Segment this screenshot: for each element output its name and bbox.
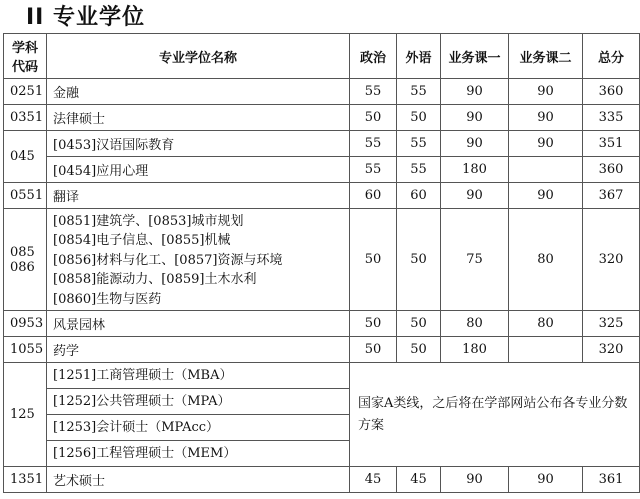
total-cell: 335 (583, 105, 640, 131)
total-cell: 351 (583, 131, 640, 157)
header-total: 总分 (583, 34, 640, 79)
table-row (4, 105, 640, 131)
table-row (4, 363, 640, 467)
total-cell: 320 (583, 337, 640, 363)
foreign-cell: 55 (397, 131, 441, 157)
major-line: [0860]生物与医药 (53, 291, 162, 307)
name-cell: 艺术硕士 (47, 467, 350, 493)
course1-cell: 90 (441, 131, 509, 157)
course1-cell: 80 (441, 311, 509, 337)
header-code: 学科 代码 (4, 34, 47, 79)
politics-cell: 50 (350, 105, 397, 131)
major-line: [0858]能源动力、[0859]土木水利 (53, 272, 257, 288)
table-row (4, 311, 640, 337)
course2-cell: 90 (509, 183, 583, 209)
table-row (4, 337, 640, 363)
header-course1: 业务课一 (441, 34, 509, 79)
total-cell: 360 (583, 157, 640, 183)
header-course2: 业务课二 (509, 34, 583, 79)
name-cell: 法律硕士 (47, 105, 350, 131)
code-cell: 125 (4, 363, 47, 467)
table-row (4, 131, 640, 157)
table-row (4, 79, 640, 105)
name-cell: 翻译 (47, 183, 350, 209)
table-row (4, 183, 640, 209)
politics-cell: 60 (350, 183, 397, 209)
politics-cell: 45 (350, 467, 397, 493)
course2-cell: 90 (509, 79, 583, 105)
code-cell: 0251 (4, 79, 47, 105)
note-cell: 国家A类线，之后将在学部网站公布各专业分数方案 (350, 363, 640, 467)
course2-cell: 90 (509, 131, 583, 157)
course1-cell: 180 (441, 337, 509, 363)
major-line: [0854]电子信息、[0855]机械 (53, 233, 231, 249)
politics-cell: 55 (350, 79, 397, 105)
table-row (4, 467, 640, 493)
major-line: [0851]建筑学、[0853]城市规划 (53, 213, 244, 229)
code-cell: 045 (4, 131, 47, 183)
table-row (4, 157, 640, 183)
foreign-cell: 50 (397, 337, 441, 363)
politics-cell: 50 (350, 337, 397, 363)
total-cell: 360 (583, 79, 640, 105)
politics-cell: 50 (350, 311, 397, 337)
total-cell: 361 (583, 467, 640, 493)
foreign-cell: 45 (397, 467, 441, 493)
course1-cell: 90 (441, 183, 509, 209)
code-cell: 1351 (4, 467, 47, 493)
foreign-cell: 50 (397, 209, 441, 311)
code-cell: 0953 (4, 311, 47, 337)
total-cell: 320 (583, 209, 640, 311)
course1-cell: 90 (441, 79, 509, 105)
section-title: II 专业学位 (26, 5, 146, 30)
course2-cell: 80 (509, 209, 583, 311)
header-foreign: 外语 (397, 34, 441, 79)
header-politics: 政治 (350, 34, 397, 79)
politics-cell: 55 (350, 157, 397, 183)
score-table (3, 33, 640, 493)
total-cell: 367 (583, 183, 640, 209)
code-cell: 1055 (4, 337, 47, 363)
name-cell: [0454]应用心理 (47, 157, 350, 183)
name-cell: 药学 (47, 337, 350, 363)
name-cell: [0453]汉语国际教育 (47, 131, 350, 157)
course1-cell: 75 (441, 209, 509, 311)
foreign-cell: 50 (397, 311, 441, 337)
foreign-cell: 60 (397, 183, 441, 209)
name-cell (47, 209, 350, 311)
total-cell: 325 (583, 311, 640, 337)
header-name: 专业学位名称 (47, 34, 350, 79)
code-cell: 0551 (4, 183, 47, 209)
table-row (4, 209, 640, 311)
politics-cell: 50 (350, 209, 397, 311)
course2-cell (509, 337, 583, 363)
course2-cell: 90 (509, 105, 583, 131)
major-line: [1251]工商管理硕士（MBA） (47, 363, 349, 389)
code-cell: 0351 (4, 105, 47, 131)
course2-cell (509, 157, 583, 183)
course1-cell: 180 (441, 157, 509, 183)
major-line: [1253]会计硕士（MPAcc） (47, 415, 349, 441)
course2-cell: 80 (509, 311, 583, 337)
major-line: [1256]工程管理硕士（MEM） (53, 446, 237, 461)
politics-cell: 55 (350, 131, 397, 157)
course1-cell: 90 (441, 105, 509, 131)
code-cell: 085 086 (4, 209, 47, 311)
major-line: [1252]公共管理硕士（MPA） (47, 389, 349, 415)
major-line: [0856]材料与化工、[0857]资源与环境 (53, 252, 283, 268)
course2-cell: 90 (509, 467, 583, 493)
foreign-cell: 55 (397, 79, 441, 105)
name-cell: 风景园林 (47, 311, 350, 337)
course1-cell: 90 (441, 467, 509, 493)
foreign-cell: 50 (397, 105, 441, 131)
name-cell (47, 363, 350, 467)
header-row (4, 34, 640, 79)
foreign-cell: 55 (397, 157, 441, 183)
name-cell: 金融 (47, 79, 350, 105)
